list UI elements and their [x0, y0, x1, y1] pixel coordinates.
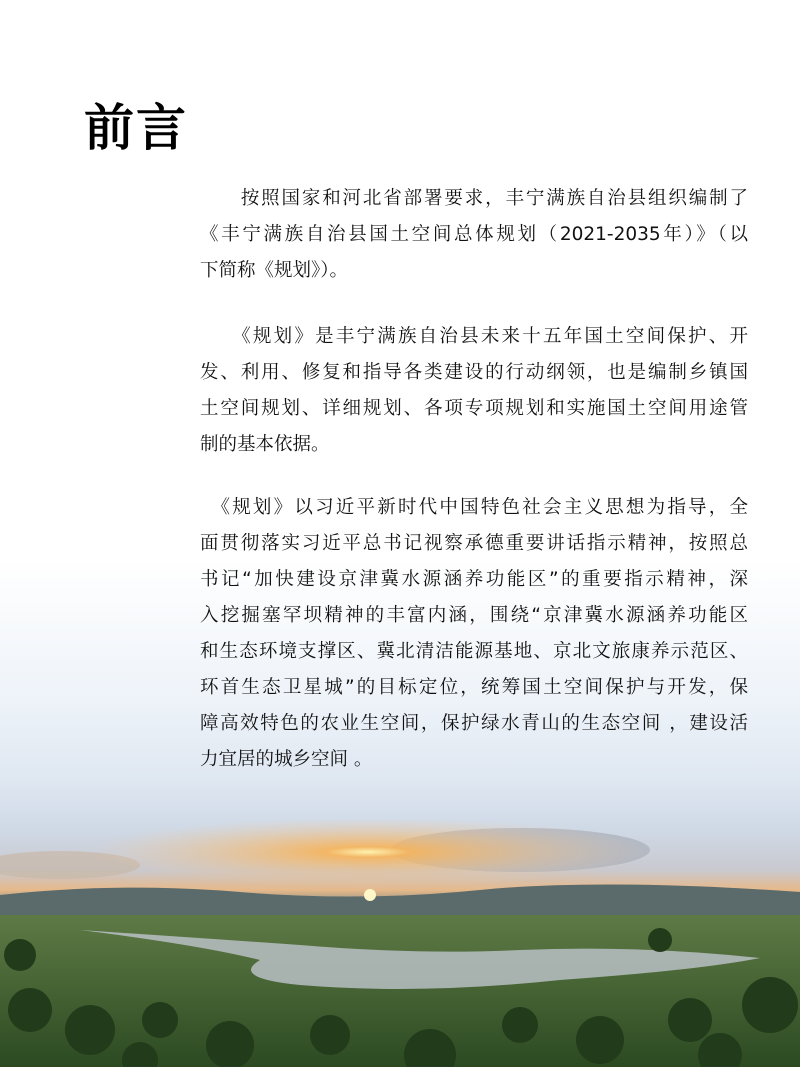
text-line: 土空间规划、详细规划、各项专项规划和实施国土空间用途管: [200, 398, 748, 419]
page-title: 前言: [84, 99, 188, 157]
text-line: 面贯彻落实习近平总书记视察承德重要讲话指示精神，按照总: [200, 533, 748, 554]
landscape-photo: [0, 820, 800, 1067]
text-line: 按照国家和河北省部署要求，丰宁满族自治县组织编制了: [200, 188, 748, 209]
paragraph-2: [200, 319, 748, 463]
text-line: 书记“加快建设京津冀水源涵养功能区”的重要指示精神，深: [200, 569, 748, 590]
text-line: 制的基本依据。: [200, 434, 330, 455]
text-line: 入挖掘塞罕坝精神的丰富内涵，围绕“京津冀水源涵养功能区: [200, 605, 748, 626]
sun-icon: [364, 889, 376, 901]
text-line: 《丰宁满族自治县国土空间总体规划（2021-2035年）》（以: [200, 224, 748, 245]
text-line: 环首生态卫星城”的目标定位，统筹国土空间保护与开发，保: [200, 677, 748, 698]
text-line: 下简称《规划》）。: [200, 260, 349, 281]
text-line: 障高效特色的农业生空间，保护绿水青山的生态空间 ，建设活: [200, 713, 748, 734]
text-line: 发、利用、修复和指导各类建设的行动纲领，也是编制乡镇国: [200, 362, 748, 383]
paragraph-1: [200, 181, 748, 289]
text-line: 和生态环境支撑区、冀北清洁能源基地、京北文旅康养示范区、: [200, 641, 748, 662]
text-line: 力宜居的城乡空间 。: [200, 749, 373, 770]
paragraph-3: [200, 490, 748, 778]
text-line: 《规划》以习近平新时代中国特色社会主义思想为指导，全: [200, 497, 748, 518]
text-line: 《规划》是丰宁满族自治县未来十五年国土空间保护、开: [200, 326, 748, 347]
